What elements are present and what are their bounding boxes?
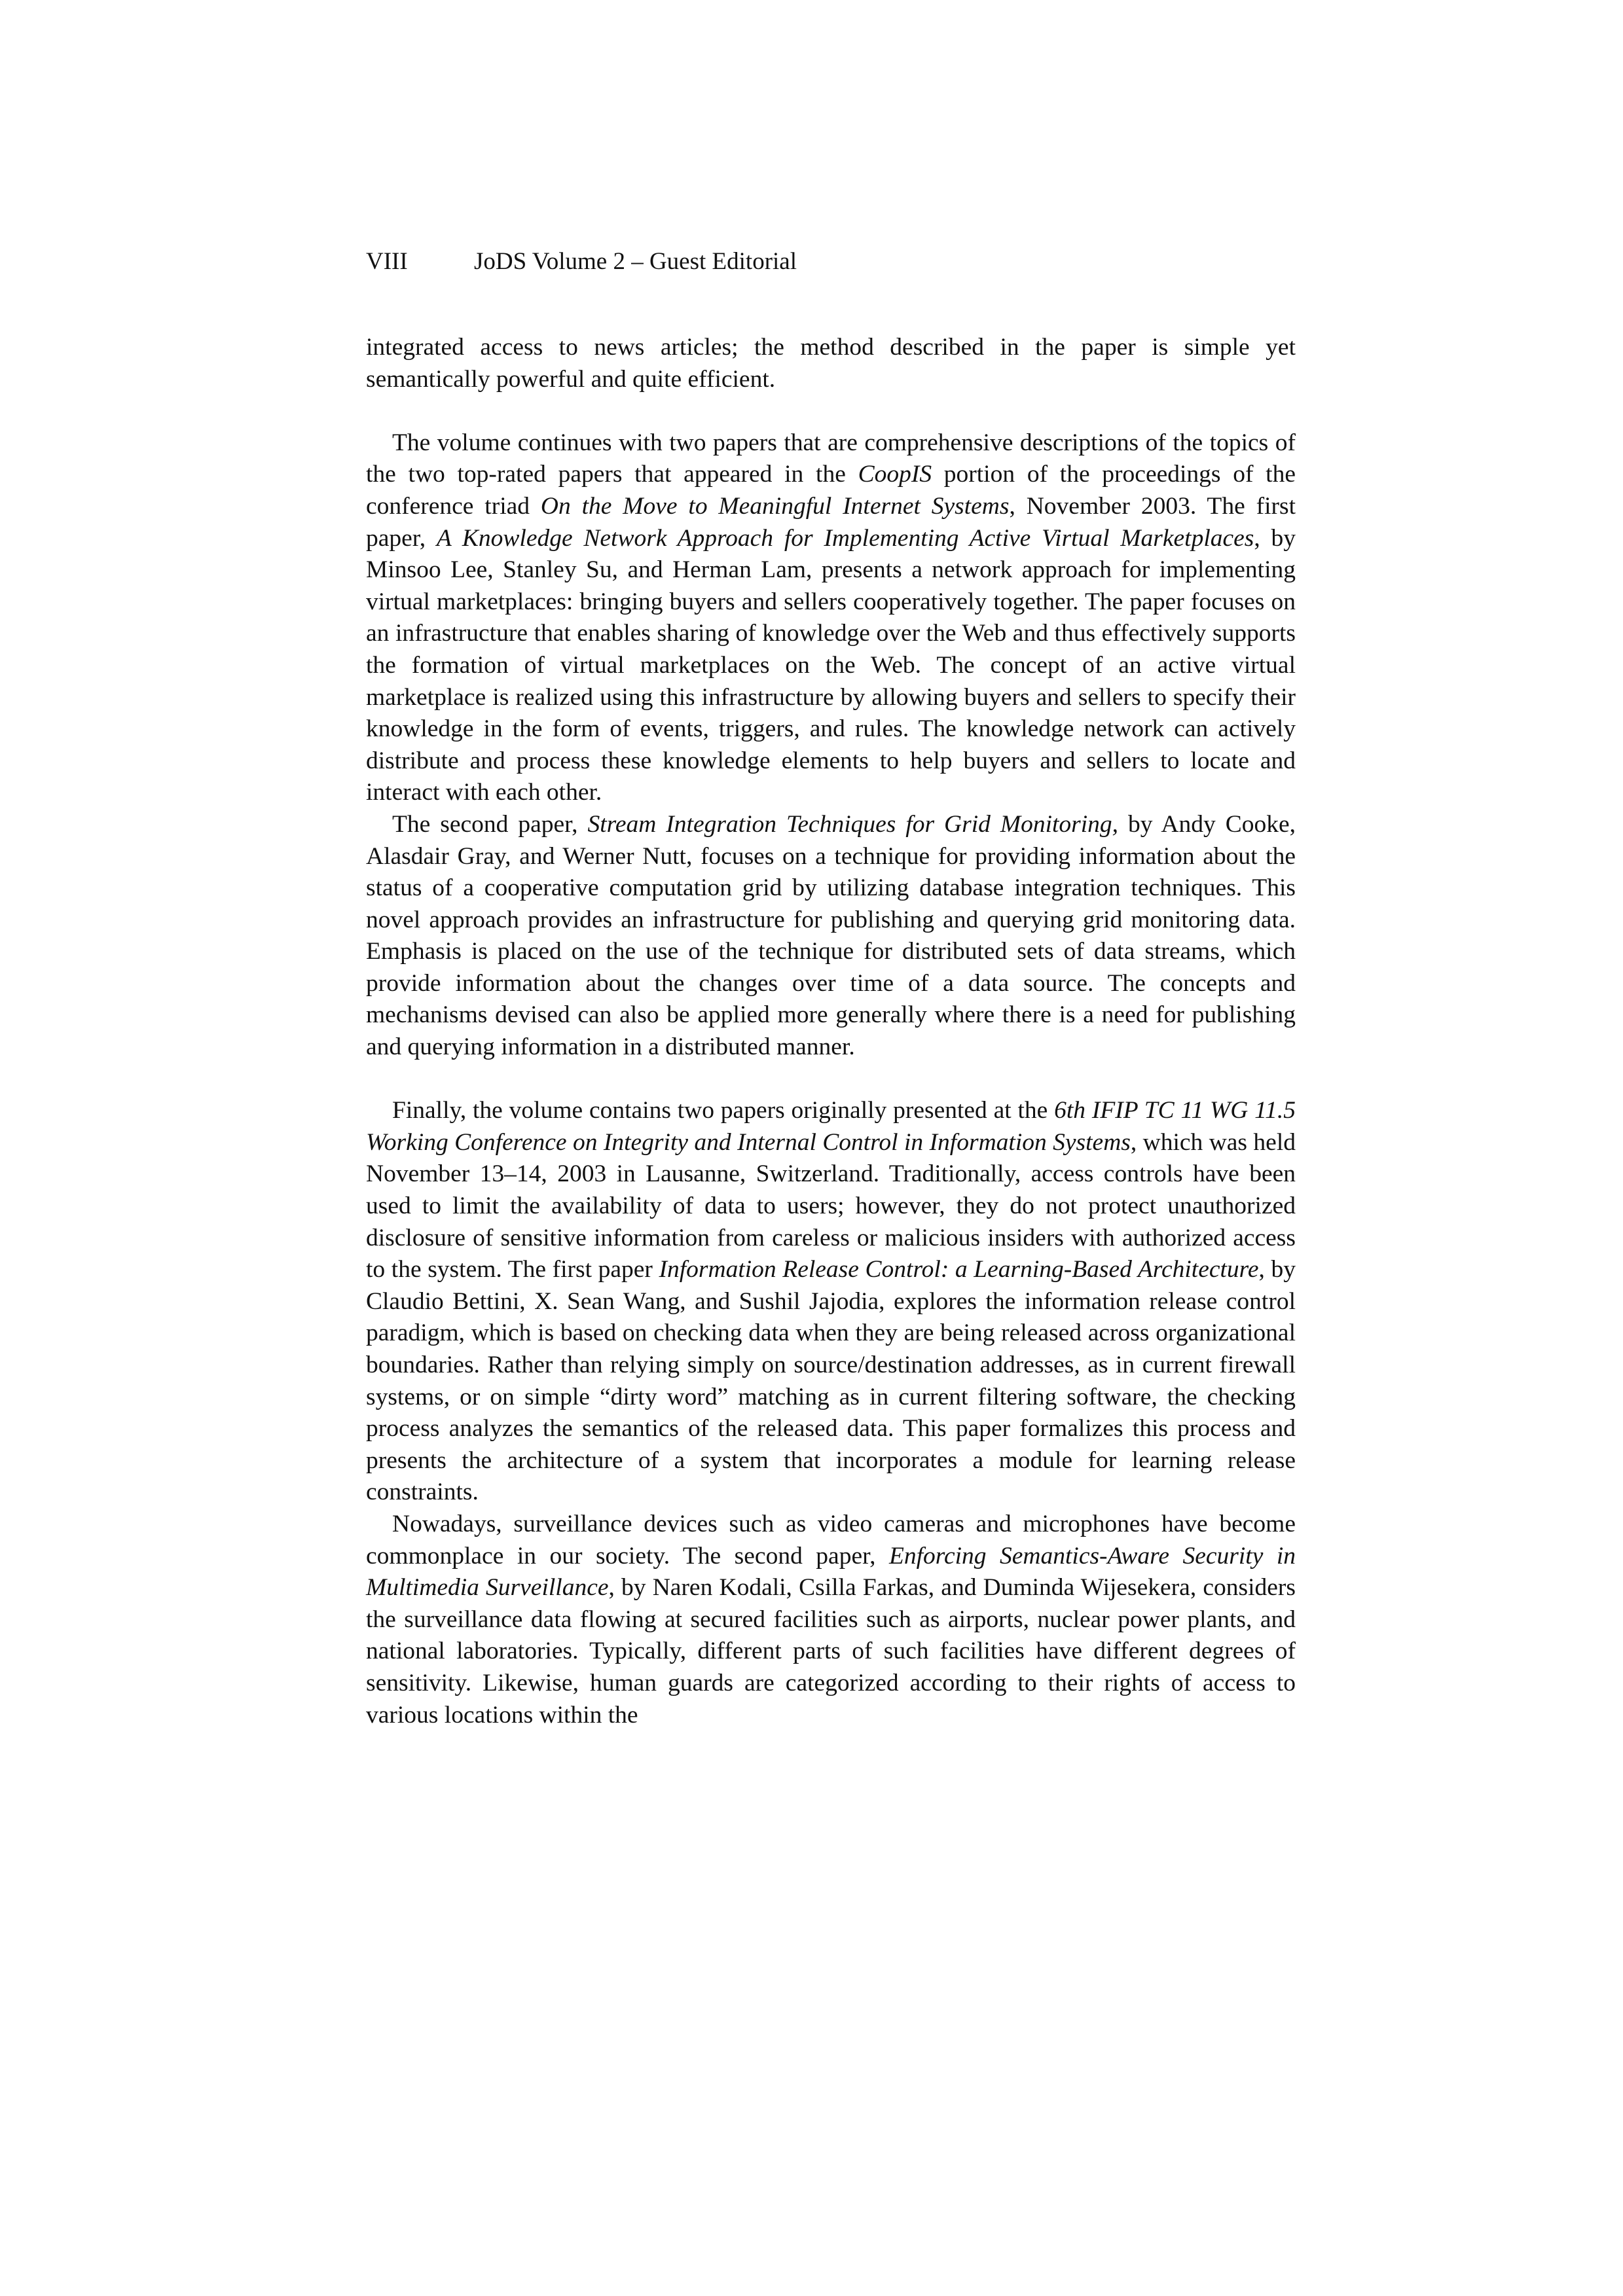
- paragraph-5-text-c: , by Naren Kodali, Csilla Farkas, and Duminda Wijesekera, considers the surveillance data flowing at secured facilities such as airports, nuclear power plants, and national laboratories. Typically, different parts of such facilities have different degrees of sensitivity. Likewise, human guards are categorized according to their rights of access to various locations within the: [366, 1574, 1296, 1729]
- paragraph-5-text-a: Nowadays, surveillance devices such as video cameras and microphones have become commonplace in our society. The second paper,: [366, 1510, 1296, 1570]
- running-header: [366, 246, 1296, 278]
- page-number: VIII: [366, 248, 408, 275]
- surveillance-paper-title: Enforcing Semantics-Aware Security in Multimedia Surveillance: [366, 1542, 1296, 1602]
- paragraph-2: [366, 427, 1296, 809]
- knowledge-network-paper-title: A Knowledge Network Approach for Implementing Active Virtual Marketplaces: [436, 524, 1254, 552]
- paragraph-2-text-a: The volume continues with two papers that are comprehensive descriptions of the topics of the two top-rated papers that appeared in the: [366, 429, 1296, 488]
- paragraph-5: [366, 1509, 1296, 1731]
- stream-integration-paper-title: Stream Integration Techniques for Grid Monitoring,: [587, 810, 1119, 838]
- ifip-conference-title: 6th IFIP TC 11 WG 11.5 Working Conference on Integrity and Internal Control in Information Systems: [366, 1097, 1296, 1156]
- conference-triad-title: On the Move to Meaningful Internet Systems: [540, 492, 1010, 520]
- paragraph-4-text-e: , by Claudio Bettini, X. Sean Wang, and Sushil Jajodia, explores the information release control paradigm, which is based on checking data when they are being released across organizational boundaries. Rather than relying simply on source/destination addresses, as in current firewall systems, or on simple “dirty word” matching as in current filtering software, the checking process analyzes the semantics of the released data. This paper formalizes this process and presents the architecture of a system that incorporates a module for learning release constraints.: [366, 1256, 1296, 1506]
- paragraph-4-text-a: Finally, the volume contains two papers originally presented at the: [392, 1097, 1055, 1124]
- paragraph-2-text-g: , by Minsoo Lee, Stanley Su, and Herman Lam, presents a network approach for implementing virtual marketplaces: bringing buyers and sellers cooperatively together. The paper focuses on an infrastructure that enables sharing of knowledge over the Web and thus effectively supports the formation of virtual marketplaces on the Web. The concept of an active virtual marketplace is realized using this infrastructure by allowing buyers and sellers to specify their knowledge in the form of events, triggers, and rules. The knowledge network can actively distribute and process these knowledge elements to help buyers and sellers to locate and interact with each other.: [366, 524, 1296, 806]
- paragraph-1-text: integrated access to news articles; the method described in the paper is simple yet semantically powerful and quite efficient.: [366, 334, 1296, 393]
- paragraph-3: [366, 809, 1296, 1064]
- paragraph-4: [366, 1095, 1296, 1509]
- paragraph-4-text-c: , which was held November 13–14, 2003 in Lausanne, Switzerland. Traditionally, access controls have been used to limit the availability of data to users; however, they do not protect unauthorized disclosure of sensitive information from careless or malicious insiders with authorized access to the system. The first paper: [366, 1128, 1296, 1283]
- running-title: JoDS Volume 2 – Guest Editorial: [474, 248, 797, 275]
- paragraph-1: [366, 332, 1296, 395]
- information-release-paper-title: Information Release Control: a Learning-Based Architecture: [659, 1256, 1259, 1283]
- paragraph-3-text-a: The second paper,: [392, 810, 588, 838]
- body-text: [366, 332, 1296, 1731]
- paragraph-3-text-c: by Andy Cooke, Alasdair Gray, and Werner Nutt, focuses on a technique for providing information about the status of a cooperative computation grid by utilizing database integration techniques. This novel approach provides an infrastructure for publishing and querying grid monitoring data. Emphasis is placed on the use of the technique for distributed sets of data streams, which provide information about the changes over time of a data source. The concepts and mechanisms devised can also be applied more generally where there is a need for publishing and querying information in a distributed manner.: [366, 810, 1296, 1061]
- paragraph-2-text-c: portion of the proceedings of the conference triad: [366, 461, 1296, 520]
- coopis-term: CoopIS: [858, 461, 932, 488]
- paragraph-2-text-e: , November 2003. The first paper,: [366, 492, 1296, 552]
